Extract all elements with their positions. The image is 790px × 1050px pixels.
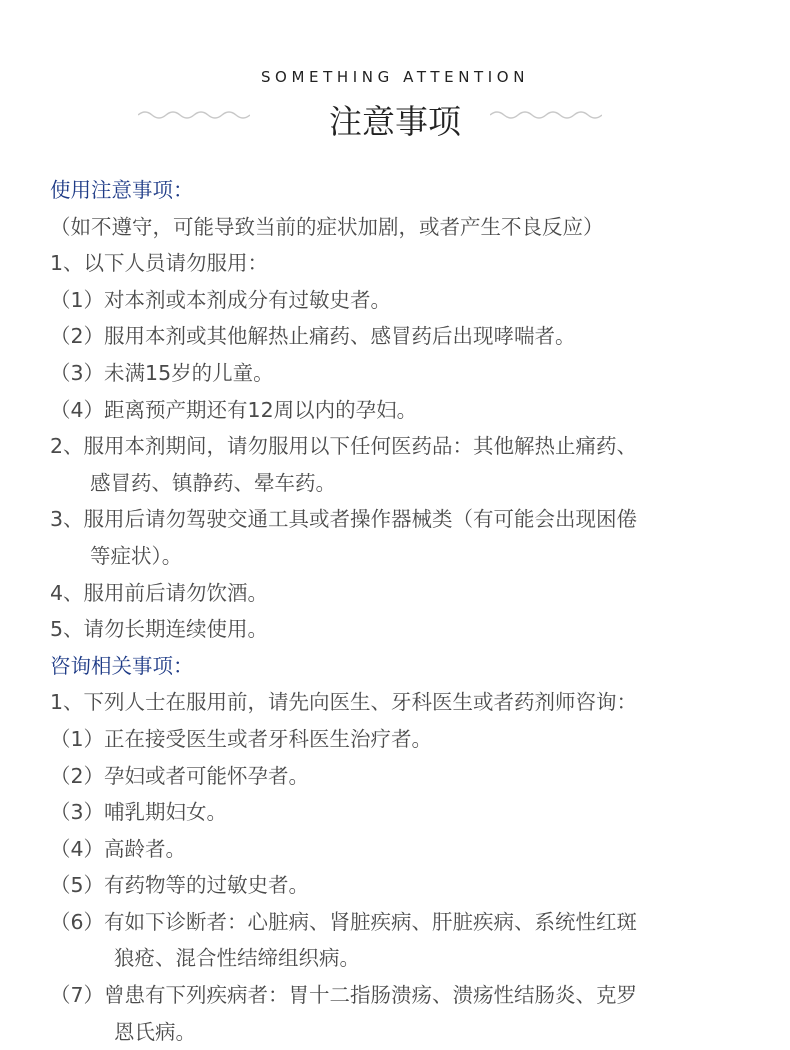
wave-divider-right-icon (490, 109, 602, 121)
notice-line: 5、请勿长期连续使用。 (50, 617, 269, 642)
notice-line: （如不遵守，可能导致当前的症状加剧，或者产生不良反应） (50, 214, 604, 239)
notice-line: （2）服用本剂或其他解热止痛药、感冒药后出现哮喘者。 (50, 324, 576, 349)
notice-line-continuation: 狼疮、混合性结缔组织病。 (114, 946, 360, 971)
notice-line: 1、下列人士在服用前，请先向医生、牙科医生或者药剂师咨询： (50, 690, 638, 715)
notice-line: （4）距离预产期还有12周以内的孕妇。 (50, 397, 418, 422)
header-subtitle: SOMETHING ATTENTION (260, 68, 530, 86)
notice-line: 3、服用后请勿驾驶交通工具或者操作器械类（有可能会出现困倦 (50, 507, 638, 532)
page-header (0, 0, 790, 160)
notice-line: （1）对本剂或本剂成分有过敏史者。 (50, 287, 392, 312)
section-heading: 使用注意事项： (50, 178, 194, 202)
notice-content (50, 172, 750, 1050)
notice-line: 2、服用本剂期间，请勿服用以下任何医药品：其他解热止痛药、 (50, 434, 638, 459)
notice-line: （4）高龄者。 (50, 836, 187, 861)
notice-line: （1）正在接受医生或者牙科医生治疗者。 (50, 726, 433, 751)
notice-line: （3）哺乳期妇女。 (50, 800, 228, 825)
notice-line: （2）孕妇或者可能怀孕者。 (50, 763, 310, 788)
notice-line: （3）未满15岁的儿童。 (50, 360, 274, 385)
notice-line-continuation: 恩氏病。 (114, 1019, 196, 1044)
notice-line-continuation: 感冒药、镇静药、晕车药。 (90, 470, 336, 495)
notice-line: （6）有如下诊断者：心脏病、肾脏疾病、肝脏疾病、系统性红斑 (50, 909, 638, 934)
notice-line: （5）有药物等的过敏史者。 (50, 873, 310, 898)
notice-line: 4、服用前后请勿饮酒。 (50, 580, 269, 605)
notice-line-continuation: 等症状）。 (90, 543, 183, 568)
notice-line: （7）曾患有下列疾病者：胃十二指肠溃疡、溃疡性结肠炎、克罗 (50, 983, 638, 1008)
page-title: 注意事项 (329, 102, 461, 141)
notice-line: 1、以下人员请勿服用： (50, 251, 269, 276)
section-heading: 咨询相关事项： (50, 653, 194, 678)
